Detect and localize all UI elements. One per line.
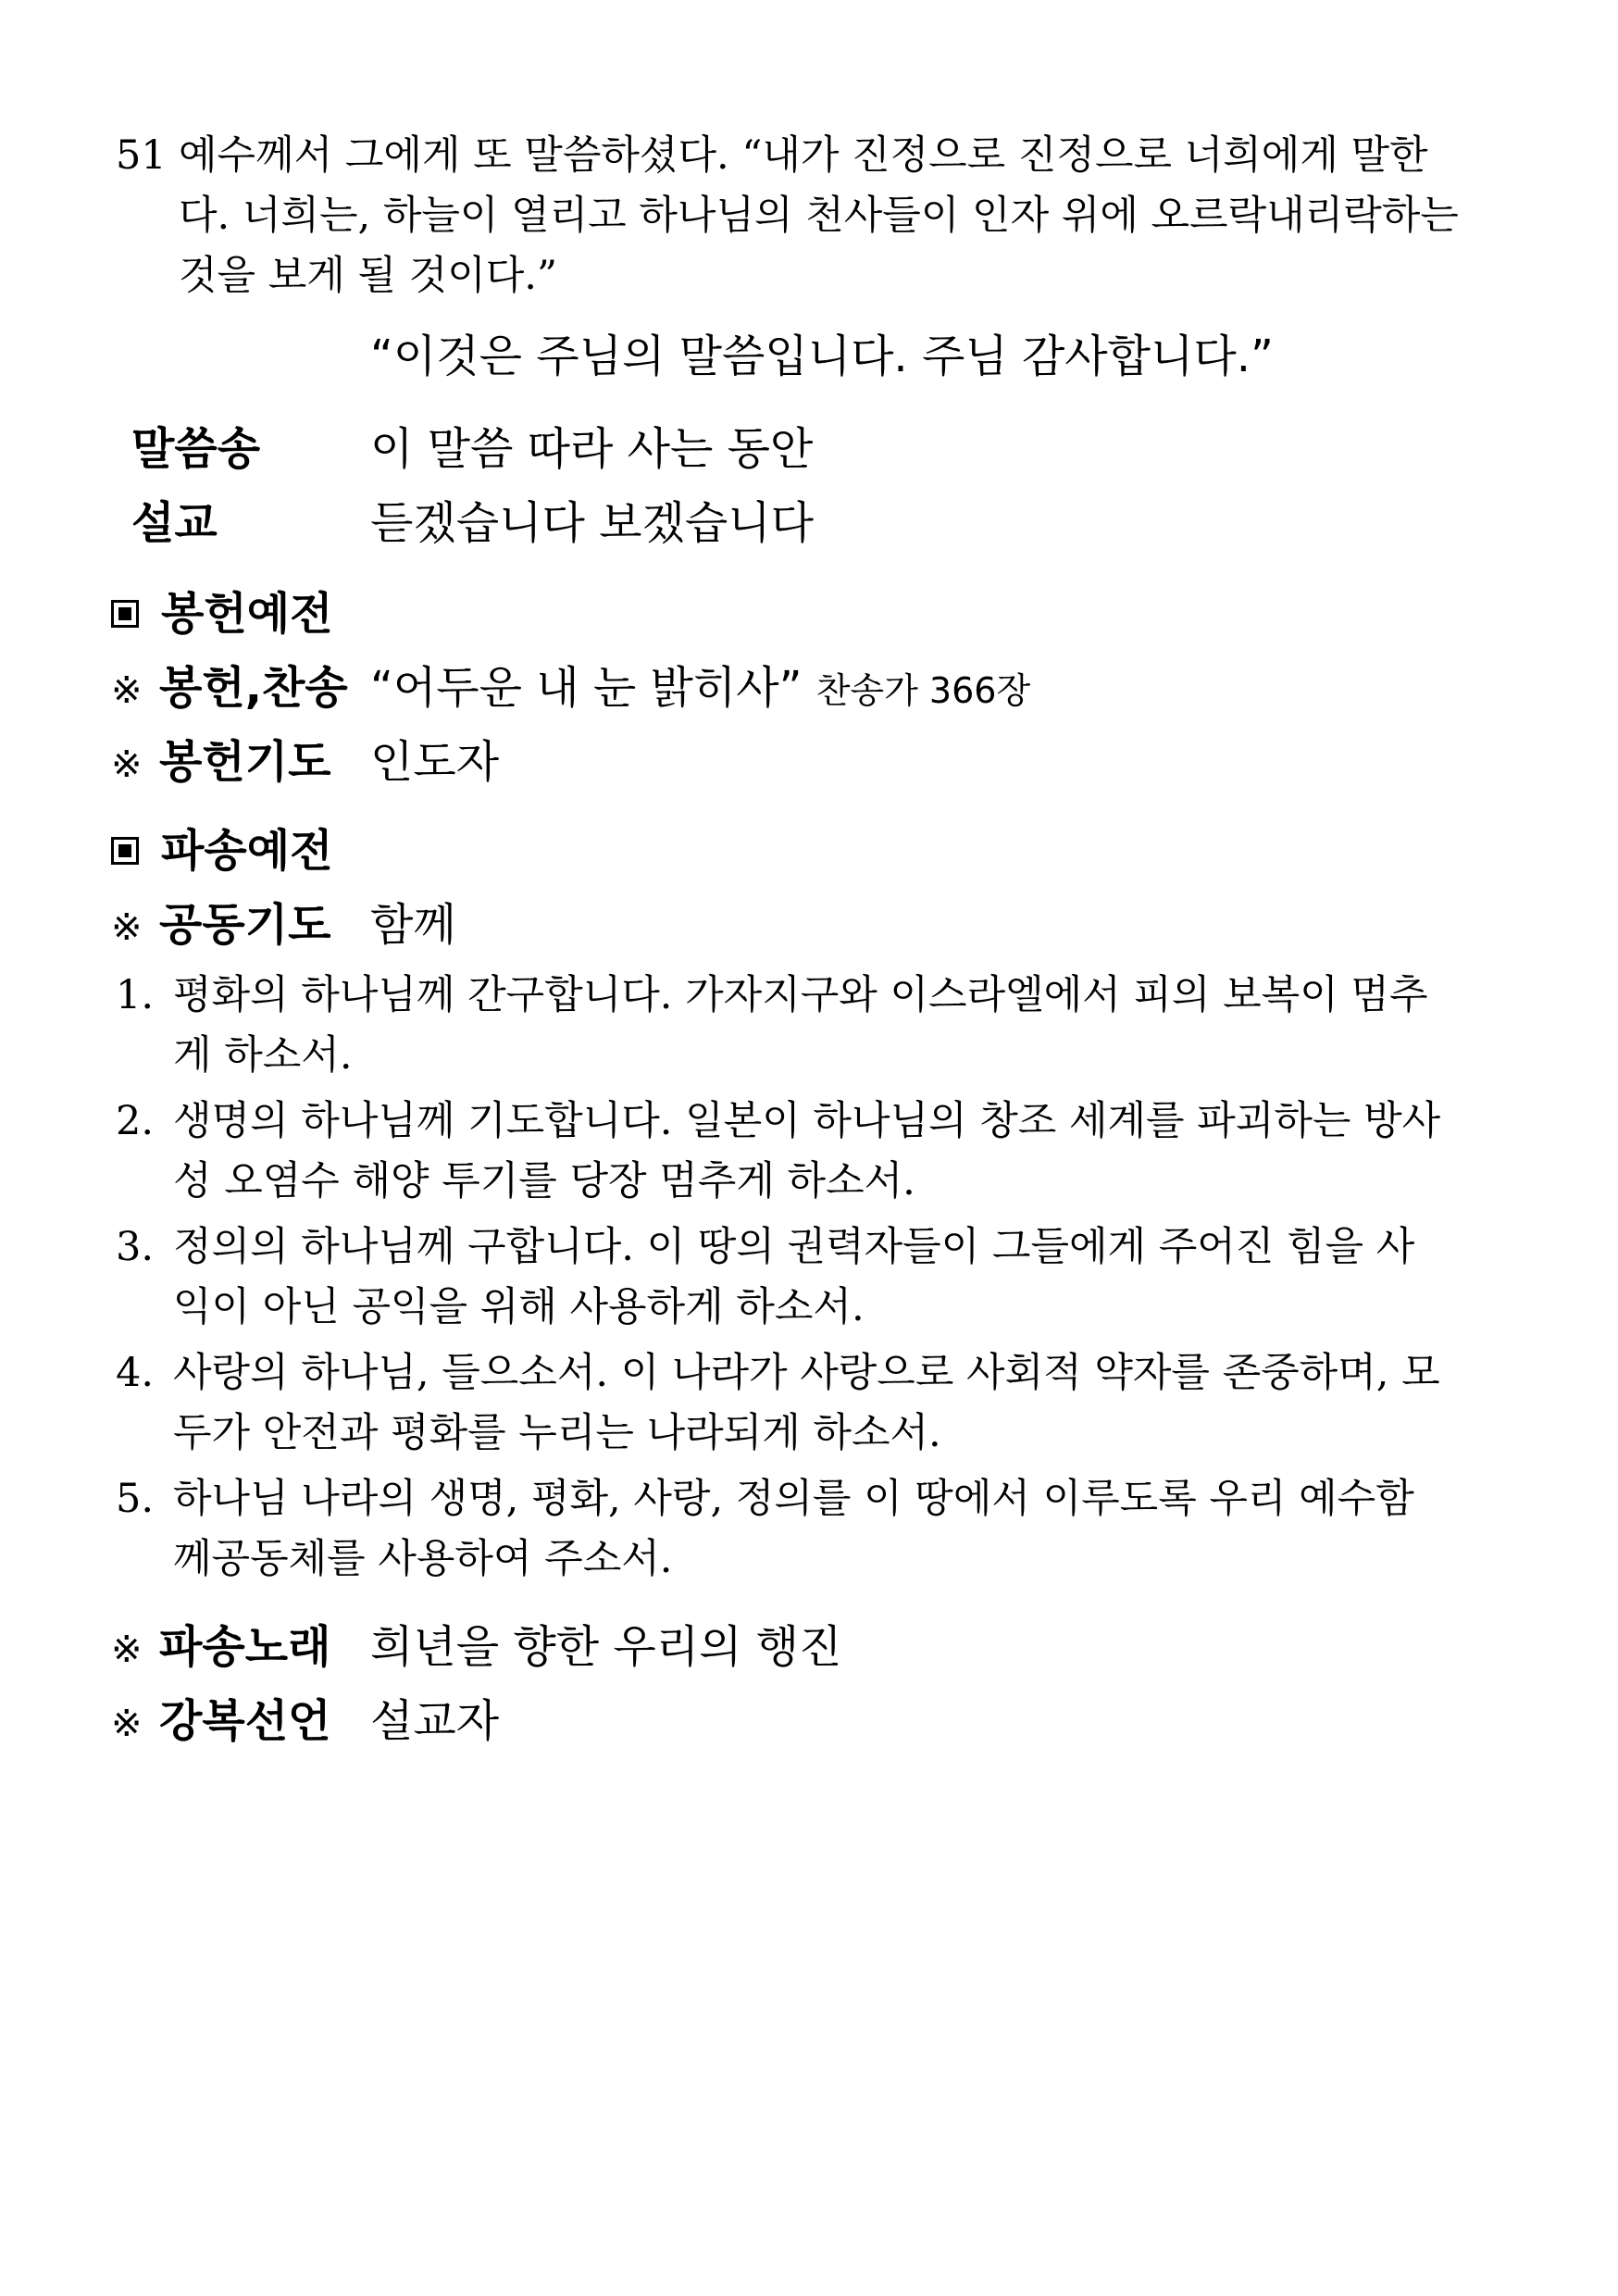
list-item: 4. 사랑의 하나님, 들으소서. 이 나라가 사랑으로 사회적 약자를 존중하며, 모 두가 안전과 평화를 누리는 나라되게 하소서. (116, 1350, 1440, 1456)
sending-section-title: 파송예전 (161, 825, 333, 877)
offering-song-label: 봉헌,찬송 (159, 662, 348, 714)
sending-song-label: 파송노래 (159, 1621, 331, 1673)
sermon-song-label: 말씀송 (131, 423, 261, 475)
reference-mark-icon: ※ (111, 906, 143, 949)
verse-line-2: 다. 너희는, 하늘이 열리고 하나님의 천사들이 인자 위에 오르락내리락하는 (179, 193, 1459, 239)
square-bullet-icon (111, 837, 139, 865)
offering-song-row (111, 655, 1030, 723)
list-item: 3. 정의의 하나님께 구합니다. 이 땅의 권력자들이 그들에게 주어진 힘을 사 익이 아닌 공익을 위해 사용하게 하소서. (116, 1224, 1415, 1330)
list-item: 5. 하나님 나라의 생명, 평화, 사랑, 정의를 이 땅에서 이루도록 우리 예수함 께공동체를 사용하여 주소서. (116, 1476, 1414, 1582)
sending-song-row (111, 1615, 841, 1682)
common-prayer-row (111, 892, 456, 960)
common-prayer-value: 함께 (370, 899, 456, 951)
reference-mark-icon: ※ (111, 1628, 143, 1671)
offering-prayer-row (111, 730, 499, 797)
benediction-label: 강복선언 (159, 1695, 331, 1747)
prayer-list (116, 966, 1504, 1595)
offering-prayer-value: 인도자 (370, 736, 500, 788)
sending-section-heading (111, 818, 332, 883)
benediction-value: 설교자 (370, 1695, 500, 1747)
verse-line-3: 것을 보게 될 것이다.” (179, 253, 557, 299)
scripture-verse-51 (116, 126, 1504, 306)
benediction-row (111, 1689, 499, 1756)
offering-song-value: “어두운 내 눈 밝히사” (370, 662, 803, 714)
verse-line-1: 예수께서 그에게 또 말씀하셨다. “내가 진정으로 진정으로 너희에게 말한 (179, 132, 1428, 179)
sermon-song-value: 이 말씀 따라 사는 동안 (370, 423, 814, 475)
offering-section-title: 봉헌예전 (161, 588, 333, 640)
common-prayer-label: 공동기도 (159, 899, 331, 951)
sermon-label: 설교 (131, 497, 218, 549)
reference-mark-icon: ※ (111, 669, 143, 712)
offering-prayer-label: 봉헌기도 (159, 736, 331, 788)
sermon-row (111, 491, 814, 555)
sermon-song-row (111, 417, 813, 481)
sending-song-value: 희년을 향한 우리의 행진 (370, 1621, 842, 1673)
list-item: 1. 평화의 하나님께 간구합니다. 가자지구와 이스라엘에서 피의 보복이 멈추 게 하소서. (116, 972, 1428, 1079)
offering-section-heading (111, 581, 332, 646)
square-bullet-icon (111, 600, 139, 628)
sermon-value: 듣겠습니다 보겠습니다 (370, 497, 814, 549)
verse-number: 51 (116, 132, 167, 179)
scripture-response: “이것은 주님의 말씀입니다. 주님 감사합니다.” (370, 331, 1274, 382)
reference-mark-icon: ※ (111, 1703, 143, 1745)
hymn-number: 찬송가 366장 (815, 670, 1031, 711)
list-item: 2. 생명의 하나님께 기도합니다. 일본이 하나님의 창조 세계를 파괴하는 방사 성 오염수 해양 투기를 당장 멈추게 하소서. (116, 1098, 1441, 1204)
reference-mark-icon: ※ (111, 743, 143, 786)
